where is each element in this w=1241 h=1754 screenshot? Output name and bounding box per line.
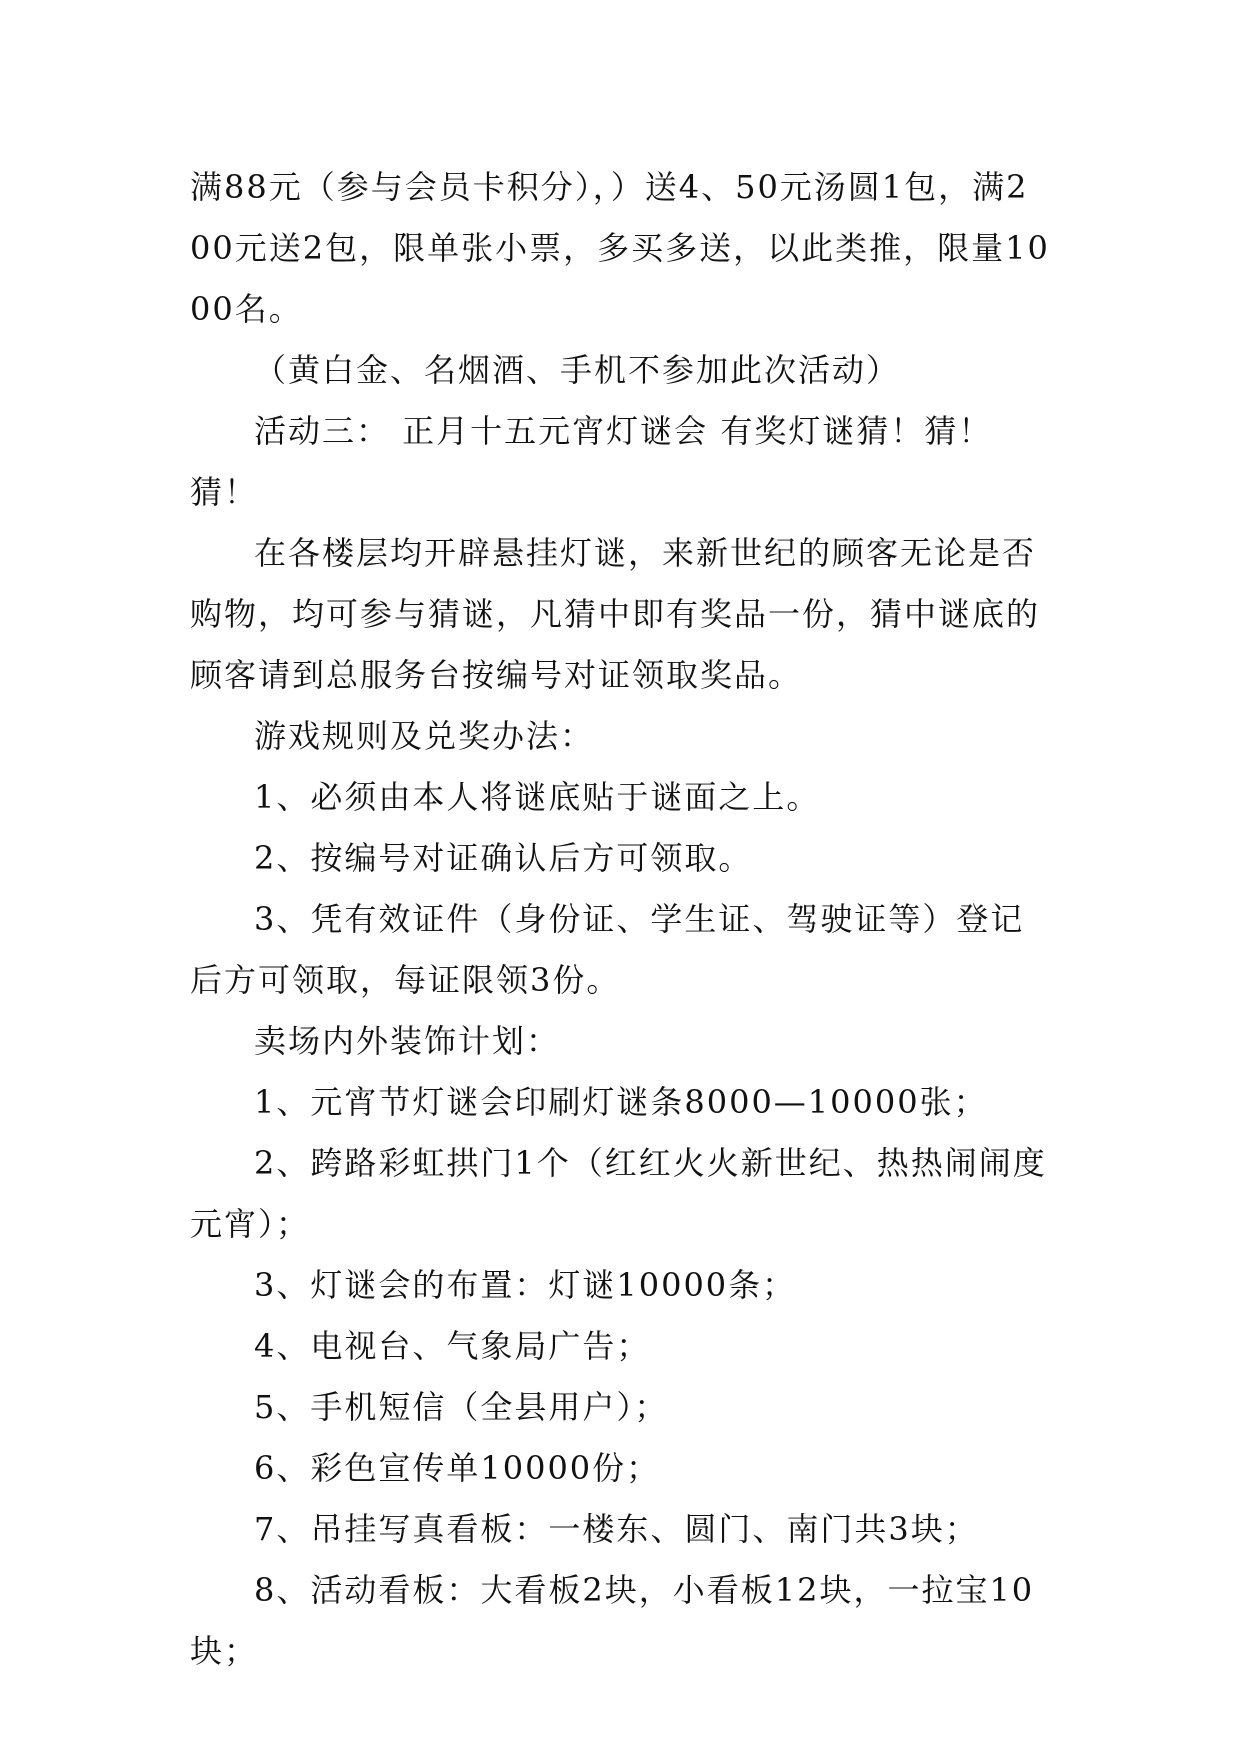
- document-body: [190, 157, 1050, 1682]
- paragraph-decoration-heading: 卖场内外装饰计划：: [254, 1022, 561, 1060]
- paragraph-rule-3: 3、凭有效证件（身份证、学生证、驾驶证等）登记后方可领取，每证限领3份。: [190, 900, 1025, 999]
- paragraph-decoration-8: 8、活动看板：大看板2块，小看板12块，一拉宝10块；: [190, 1571, 1035, 1670]
- paragraph-exclusions: （黄白金、名烟酒、手机不参加此次活动）: [254, 351, 901, 389]
- paragraph-promo-terms: 满88元（参与会员卡积分），）送4、50元汤圆1包，满200元送2包，限单张小票，多买多送，以此类推，限量1000名。: [190, 168, 1050, 328]
- paragraph-decoration-7: 7、吊挂写真看板：一楼东、圆门、南门共3块；: [254, 1510, 979, 1548]
- paragraph-decoration-4: 4、电视台、气象局广告；: [254, 1327, 651, 1365]
- paragraph-decoration-2: 2、跨路彩虹拱门1个（红红火火新世纪、热热闹闹度元宵）；: [190, 1144, 1047, 1243]
- paragraph-decoration-5: 5、手机短信（全县用户）；: [254, 1388, 669, 1426]
- paragraph-rules-heading: 游戏规则及兑奖办法：: [254, 717, 595, 755]
- paragraph-decoration-3: 3、灯谜会的布置：灯谜10000条；: [254, 1266, 797, 1304]
- paragraph-rule-1: 1、必须由本人将谜底贴于谜面之上。: [254, 778, 821, 816]
- paragraph-decoration-1: 1、元宵节灯谜会印刷灯谜条8000—10000张；: [254, 1083, 988, 1121]
- paragraph-decoration-6: 6、彩色宣传单10000份；: [254, 1449, 661, 1487]
- paragraph-activity-three-title: 活动三： 正月十五元宵灯谜会 有奖灯谜猜！猜！猜！: [190, 412, 993, 511]
- paragraph-rule-2: 2、按编号对证确认后方可领取。: [254, 839, 753, 877]
- paragraph-riddle-description: 在各楼层均开辟悬挂灯谜，来新世纪的顾客无论是否购物，均可参与猜谜，凡猜中即有奖品一份，猜中谜底的顾客请到总服务台按编号对证领取奖品。: [190, 534, 1041, 694]
